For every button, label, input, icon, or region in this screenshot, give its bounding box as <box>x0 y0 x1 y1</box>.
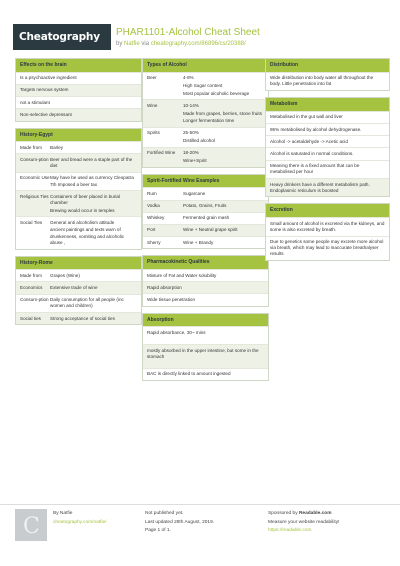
table-row: Wine 10-14% Made from grapes, berries, stone fruits Longer fermentation time <box>143 99 268 127</box>
sheet-title: PHAR1101-Alcohol Cheat Sheet <box>116 27 260 38</box>
sheet-byline: by Natfie via cheatography.com/86896/cs/20388/ <box>116 41 246 47</box>
section-title: Types of Alcohol <box>143 59 268 72</box>
history-egypt-box <box>15 128 142 250</box>
sponsor-link[interactable]: https://readable.com <box>268 528 312 534</box>
distribution-box <box>265 58 390 91</box>
history-rome-box <box>15 256 142 326</box>
section-title: Excretion <box>266 204 389 217</box>
footer-sponsor: Sponsored by Readable.com Measure your website readability! https://readable.com <box>268 511 340 534</box>
pharmacokinetic-box <box>142 255 269 306</box>
column-2 <box>142 58 269 387</box>
spirits-box <box>142 174 269 250</box>
cheatography-logo[interactable] <box>13 24 111 50</box>
list-item: mostly absorbed in the upper intestine, but some in the stomach <box>143 344 268 368</box>
table-row: Consum-ption Daily consumption for all people (inc women and children) <box>16 294 141 312</box>
table-row: Rum Sugarcane <box>143 187 268 199</box>
table-row: Made from Barley <box>16 141 141 153</box>
list-item: not a stimulant <box>16 96 141 108</box>
list-item: Rapid absorption <box>143 281 268 293</box>
publish-status: Not published yet. <box>145 511 184 516</box>
table-row: Vodka Potato, Grains, Fruits <box>143 200 268 212</box>
last-updated: Last updated 28th August, 2019. <box>145 519 215 525</box>
sponsor-name[interactable]: Readable.com <box>298 511 332 516</box>
avatar[interactable] <box>15 509 47 541</box>
table-row: Social ties Strong acceptance of social ties <box>16 312 141 324</box>
effects-box <box>15 58 142 122</box>
list-item: Rapid absorbance, 30~ mins <box>143 326 268 344</box>
sponsor-tagline: Measure your website readability! <box>268 519 340 525</box>
list-item: Targets nervous system <box>16 84 141 96</box>
section-title: History-Rome <box>16 257 141 270</box>
list-item: Metabolised in the gut wall and liver <box>266 111 389 123</box>
list-item: Alcohol is saturated in normal conditions. <box>266 147 389 159</box>
section-title: Effects on the brain <box>16 59 141 72</box>
absorption-box <box>142 313 269 382</box>
section-title: Metabolism <box>266 98 389 111</box>
list-item: Wide tissue penetration <box>143 293 268 305</box>
footer-status <box>145 510 214 536</box>
list-item: Small amount of alcohol is excreted via the kidneys, and some is also excreted by breath. <box>266 217 389 235</box>
footer-by: By Natfie <box>53 511 73 516</box>
sheet-header <box>0 0 400 52</box>
excretion-box <box>265 203 390 261</box>
list-item: Non-selective depressant <box>16 108 141 120</box>
column-1 <box>15 58 142 331</box>
table-row: Beer 4-8% High Sugar content Most popular alcoholic beverage <box>143 72 268 100</box>
section-title: Spirit-Fortified Wine Examples <box>143 175 268 188</box>
logo-text: Cheatography <box>19 31 100 43</box>
list-item: Mixture of Fat and Water solubility <box>143 269 268 281</box>
author-profile-link[interactable]: cheatography.com/natfie/ <box>53 519 107 525</box>
table-row: Fortified Wine 18-20% Wine+Spirit <box>143 147 268 167</box>
section-title: Pharmacokinetic Qualities <box>143 256 268 269</box>
table-row: Economic Use May have be used as currency Cleopatra 7th Imposed a beer tax <box>16 172 141 190</box>
list-item: Meaning there is a fixed amount that can be metabolised per hour <box>266 160 389 178</box>
table-row: Made from Grapes (Wine) <box>16 269 141 281</box>
list-item: Is a psychoactive ingredient <box>16 72 141 84</box>
avatar-letter-icon: C <box>23 514 40 539</box>
sheet-url-link[interactable]: cheatography.com/86896/cs/20388/ <box>150 41 246 47</box>
section-title: Absorption <box>143 314 268 327</box>
list-item: 95% metabolised by alcohol dehydrogenase. <box>266 123 389 135</box>
section-title: Distribution <box>266 59 389 72</box>
column-3 <box>265 58 390 267</box>
table-row: Port Wine + Neutral grape spirit <box>143 224 268 236</box>
table-row: Consum-ption Beer and bread were a staple part of the diet <box>16 153 141 171</box>
table-row: Social Ties General anti alcoholism attitude ancient paintings and texts warn of drunkenness, vomiting and alcoholic abuse , <box>16 216 141 248</box>
page-count: Page 1 of 1. <box>145 528 171 534</box>
table-row: Sherry Wine + Brandy <box>143 236 268 248</box>
footer-author <box>53 510 107 527</box>
list-item: Wide distribution into body water all throughout the body. Little penetration into fat <box>266 72 389 90</box>
table-row: Spirits 25-50% Distilled alcohol <box>143 127 268 147</box>
author-link[interactable]: Natfie <box>124 41 140 47</box>
list-item: BAC is directly linked to amount ingested <box>143 368 268 380</box>
table-row: Whiskey Fermented grain mash <box>143 212 268 224</box>
types-box <box>142 58 269 168</box>
table-row: Economics Extensive trade of wine <box>16 281 141 293</box>
section-title: History-Egypt <box>16 129 141 142</box>
list-item: Due to genetics some people may excrete more alcohol via breath, which may lead to inaccurate breathalyser results <box>266 236 389 261</box>
list-item: Heavy drinkers have a different metabolism path. Endoplasmic reticulum is boosted <box>266 178 389 196</box>
table-row: Religious Ties Containers of beer placed in burial chamber Brewing would occur in temples <box>16 190 141 216</box>
metabolism-box <box>265 97 390 197</box>
list-item: Alcohol -> acetaldehyde -> Acetic acid <box>266 135 389 147</box>
